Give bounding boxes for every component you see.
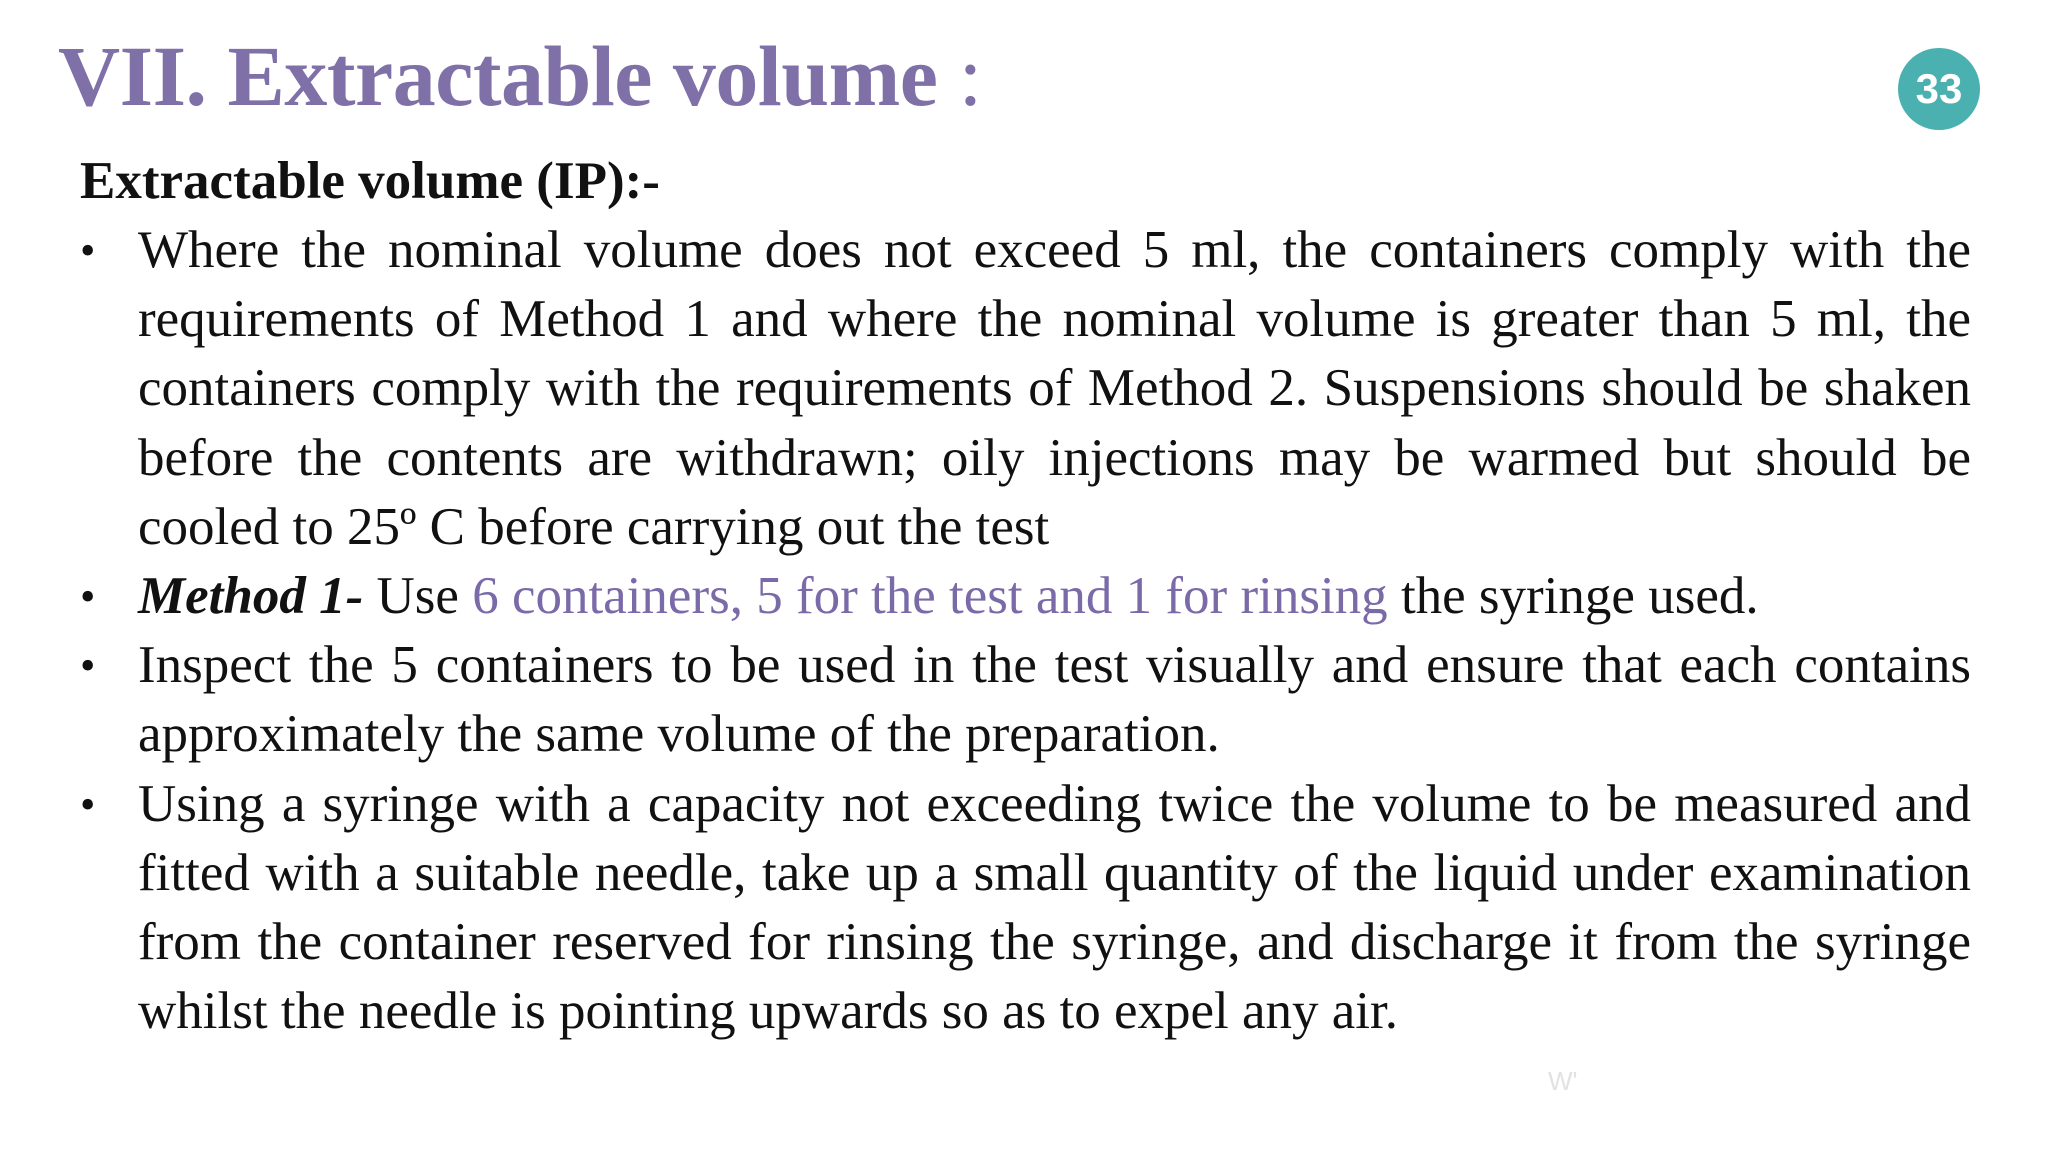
bullet-text-pre: Use <box>363 567 473 626</box>
bullet-item <box>80 562 1971 631</box>
bullet-text: Using a syringe with a capacity not exceeding twice the volume to be measured and fitted with a suitable needle, take up a small quantity of the liquid under examination from the container reserved for rinsing the syringe, and discharge it from the syringe whilst the needle is pointing upwards so as to expel any air. <box>138 774 1971 1041</box>
watermark-text: W' <box>1548 1066 1578 1096</box>
slide-title-text: VII. Extractable volume <box>58 28 938 124</box>
slide-title <box>58 26 982 126</box>
slide-content <box>80 148 1971 1046</box>
method-label: Method 1- <box>138 567 364 626</box>
bullet-text-post: the syringe used. <box>1387 567 1759 626</box>
bullet-icon: • <box>80 572 96 622</box>
highlighted-text: 6 containers, 5 for the test and 1 for rinsing <box>472 567 1388 626</box>
slide-title-colon: : <box>958 28 982 124</box>
bullet-text: Where the nominal volume does not exceed 5 ml, the containers comply with the requirements of Method 1 and where the nominal volume is greater than 5 ml, the containers comply with the requirements of Method 2. Suspensions should be shaken before the contents are withdrawn; oily injections may be warmed but should be cooled to 25º C before carrying out the test <box>138 221 1971 556</box>
bullet-item <box>80 770 1971 1047</box>
bullet-icon: • <box>80 226 96 275</box>
bullet-item <box>80 216 1971 562</box>
bullet-list <box>80 216 1971 1046</box>
section-heading: Extractable volume (IP):- <box>80 152 660 210</box>
bullet-icon: • <box>80 641 96 691</box>
page-number-badge: 33 <box>1898 48 1980 130</box>
bullet-item <box>80 631 1971 769</box>
bullet-icon: • <box>80 779 96 829</box>
bullet-text: Inspect the 5 containers to be used in the test visually and ensure that each contains approximately the same volume of the preparation. <box>138 636 1971 764</box>
